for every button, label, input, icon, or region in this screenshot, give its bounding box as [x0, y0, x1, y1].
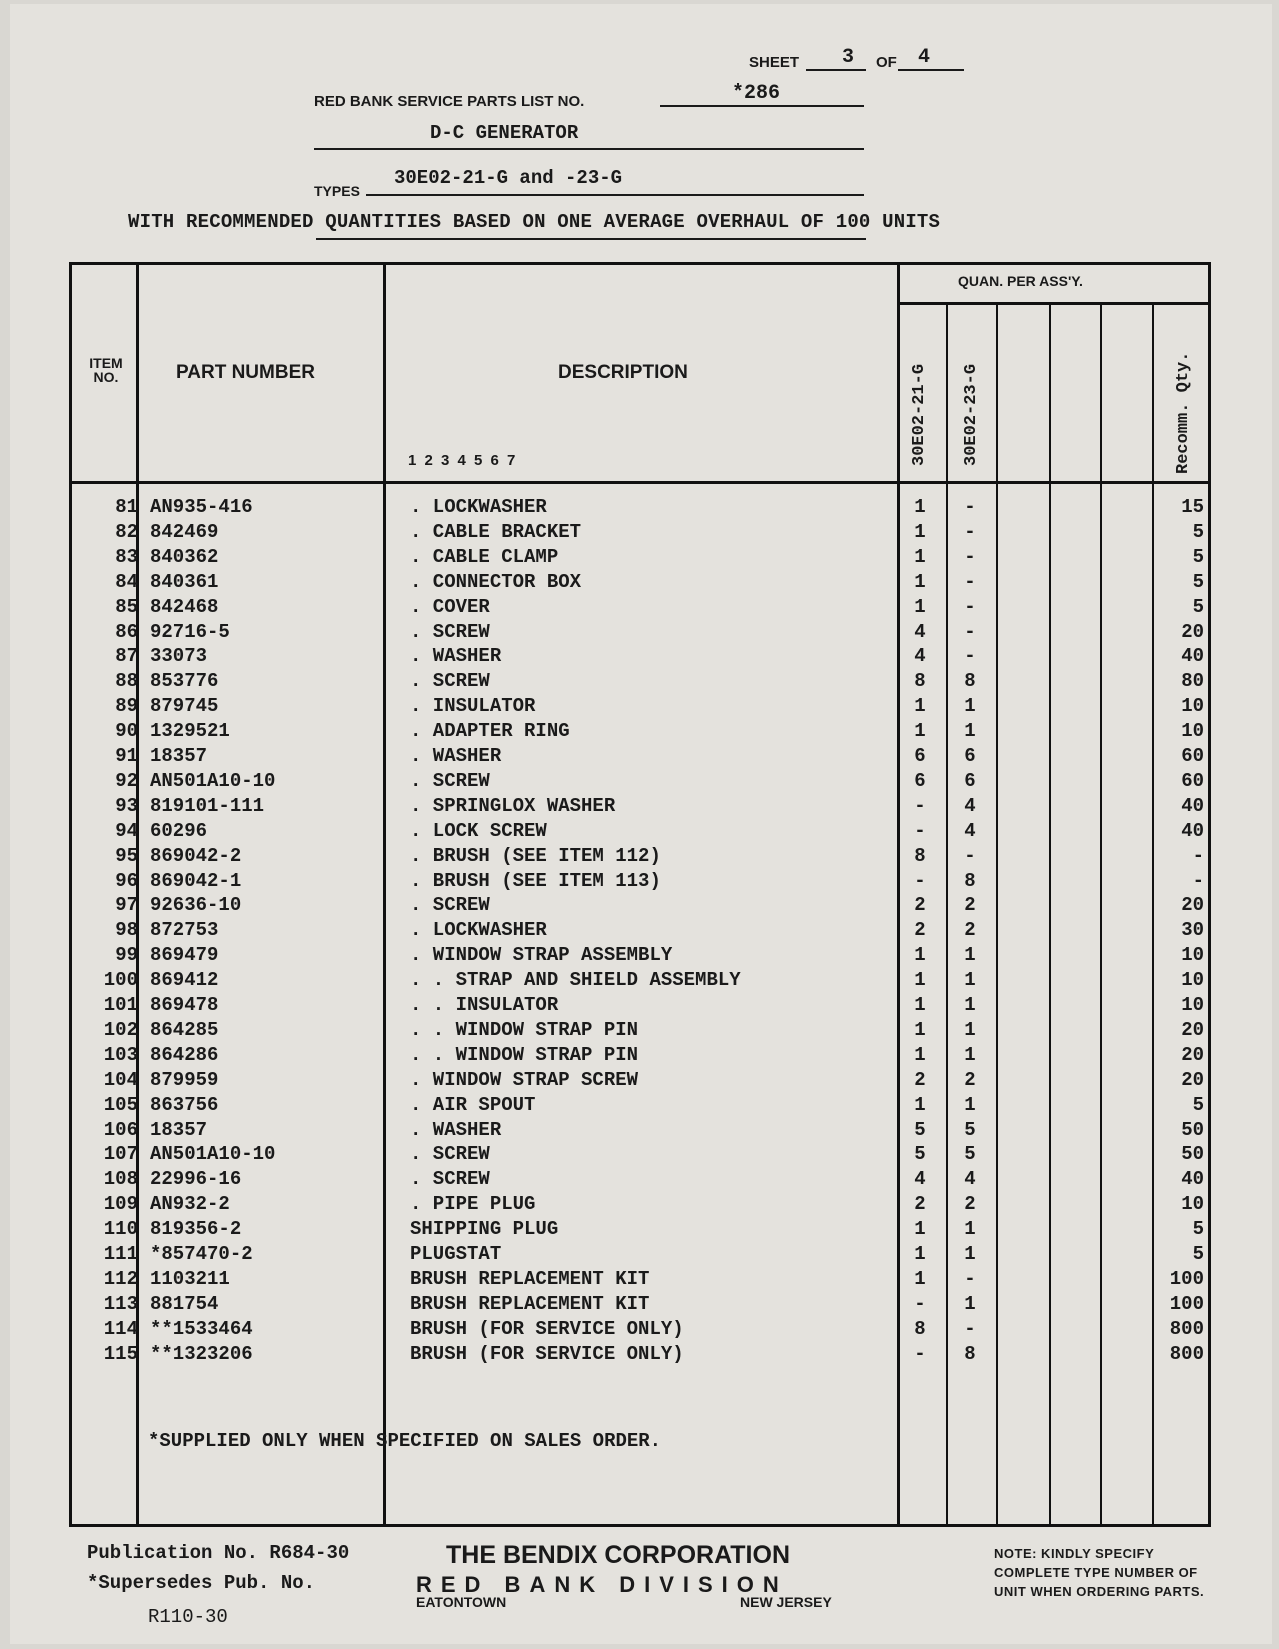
qty-21g: 1 [914, 994, 926, 1016]
recommended-qty: 5 [1192, 1218, 1204, 1241]
table-row [0, 645, 1279, 670]
qty-21g: 1 [914, 969, 926, 992]
recommended-qty: 10 [1181, 969, 1204, 992]
table-row [0, 1168, 1279, 1193]
part-number: *857470-2 [150, 1243, 253, 1265]
description: BRUSH REPLACEMENT KIT [410, 1292, 650, 1315]
description: BRUSH (FOR SERVICE ONLY) [410, 1342, 684, 1365]
item-number: 91 [115, 745, 138, 767]
part-number: 863756 [150, 1093, 219, 1116]
qty-21g: 6 [914, 769, 926, 792]
table-row [0, 894, 1279, 919]
description: . . WINDOW STRAP PIN [410, 1018, 639, 1041]
description: . ADAPTER RING [410, 720, 570, 743]
item-number: 105 [103, 1093, 138, 1116]
item-number: 106 [103, 1118, 138, 1141]
part-number: 18357 [150, 1118, 208, 1141]
qty-23g: 1 [964, 1243, 976, 1265]
recommended-qty: 20 [1181, 1043, 1204, 1066]
recommended-qty: 20 [1181, 1018, 1204, 1041]
table-row [0, 596, 1279, 621]
part-number: AN932-2 [150, 1193, 230, 1216]
table-row [0, 1343, 1279, 1368]
description: . SPRINGLOX WASHER [410, 794, 616, 817]
table-row [0, 670, 1279, 695]
qty-23g: 6 [964, 745, 976, 767]
part-number: 869412 [150, 969, 219, 992]
table-row [0, 944, 1279, 969]
company-name: THE BENDIX CORPORATION [446, 1541, 790, 1569]
sheet-underline [806, 69, 866, 71]
city-name: EATONTOWN [416, 1594, 507, 1610]
parts-list-label: RED BANK SERVICE PARTS LIST NO. [314, 93, 585, 110]
header-bottom-rule [69, 481, 1211, 484]
qty-21g: 4 [914, 1168, 926, 1191]
qty-21g: 2 [914, 894, 926, 917]
part-number: 1329521 [150, 720, 230, 743]
item-number: 111 [103, 1243, 138, 1265]
qty-23g: - [964, 844, 976, 867]
part-number: **1533464 [150, 1317, 253, 1340]
col-q1-header: 30E02-21-G [910, 363, 929, 466]
description: . LOCK SCREW [410, 819, 547, 842]
description: . WASHER [410, 645, 502, 668]
description: . WASHER [410, 745, 502, 767]
recommended-qty: - [1192, 869, 1204, 892]
table-row [0, 521, 1279, 546]
recommended-qty: 40 [1181, 819, 1204, 842]
sheet-number: 3 [842, 46, 855, 69]
qty-23g: 2 [964, 1068, 976, 1091]
qty-21g: 8 [914, 670, 926, 693]
recommended-qty: 5 [1192, 1243, 1204, 1265]
recommended-qty: 10 [1181, 1193, 1204, 1216]
qty-21g: 1 [914, 720, 926, 743]
qty-23g: - [964, 645, 976, 668]
part-number: 840361 [150, 570, 219, 593]
part-number: AN501A10-10 [150, 769, 276, 792]
table-row [0, 571, 1279, 596]
qty-21g: 1 [914, 1093, 926, 1116]
table-row [0, 1143, 1279, 1168]
item-number: 99 [115, 944, 138, 967]
qty-23g: 1 [964, 1292, 976, 1315]
indent-scale: 1 2 3 4 5 6 7 [408, 452, 518, 469]
part-number: 840362 [150, 545, 219, 568]
qty-23g: 6 [964, 769, 976, 792]
qty-21g: 1 [914, 1267, 926, 1290]
recommended-qty: 5 [1192, 595, 1204, 618]
part-number: 879745 [150, 695, 219, 718]
qty-23g: 1 [964, 1018, 976, 1041]
item-number: 109 [103, 1193, 138, 1216]
ordering-note: NOTE: KINDLY SPECIFY COMPLETE TYPE NUMBER OF UNIT WHEN ORDERING PARTS. [994, 1546, 1205, 1599]
qty-23g: - [964, 595, 976, 618]
col-part-header: PART NUMBER [176, 362, 315, 383]
qty-23g: - [964, 545, 976, 568]
qty-21g: 6 [914, 745, 926, 767]
part-number: 33073 [150, 645, 208, 668]
qty-21g: 1 [914, 1018, 926, 1041]
quan-header-rule [897, 302, 1211, 305]
sheet-label: SHEET [749, 54, 800, 71]
description: . WINDOW STRAP SCREW [410, 1068, 639, 1091]
table-row [0, 1268, 1279, 1293]
parts-list-number: *286 [732, 82, 781, 105]
table-row [0, 845, 1279, 870]
part-number: 1103211 [150, 1267, 230, 1290]
description: PLUGSTAT [410, 1243, 502, 1265]
qty-23g: 1 [964, 1093, 976, 1116]
division-name: RED BANK DIVISION [416, 1572, 788, 1597]
qty-21g: 1 [914, 595, 926, 618]
qty-21g: 5 [914, 1143, 926, 1166]
qty-23g: 1 [964, 1218, 976, 1241]
item-number: 88 [115, 670, 138, 693]
col-item-label: ITEM NO. [89, 355, 123, 385]
qty-21g: 4 [914, 645, 926, 668]
table-row [0, 745, 1279, 770]
qty-23g: 4 [964, 794, 976, 817]
of-label: OF [876, 54, 897, 71]
item-number: 107 [103, 1143, 138, 1166]
table-row [0, 546, 1279, 571]
description: . BRUSH (SEE ITEM 112) [410, 844, 661, 867]
table-row [0, 496, 1279, 521]
qty-23g: 4 [964, 1168, 976, 1191]
description: BRUSH REPLACEMENT KIT [410, 1267, 650, 1290]
item-number: 110 [103, 1218, 138, 1241]
item-number: 115 [103, 1342, 138, 1365]
part-number: 869042-1 [150, 869, 242, 892]
item-number: 96 [115, 869, 138, 892]
types-underline [366, 194, 864, 196]
part-number: 879959 [150, 1068, 219, 1091]
qty-21g: 8 [914, 1317, 926, 1340]
qty-23g: 1 [964, 969, 976, 992]
recommended-qty: 20 [1181, 620, 1204, 643]
description: . LOCKWASHER [410, 919, 547, 942]
recommended-qty: 20 [1181, 1068, 1204, 1091]
qty-21g: - [914, 819, 926, 842]
table-row [0, 1218, 1279, 1243]
recommended-qty: 10 [1181, 695, 1204, 718]
table-row [0, 1193, 1279, 1218]
part-number: AN501A10-10 [150, 1143, 276, 1166]
description: . . WINDOW STRAP PIN [410, 1043, 639, 1066]
recommended-qty: 15 [1181, 496, 1204, 518]
qty-21g: 2 [914, 1068, 926, 1091]
recommended-qty: 100 [1169, 1267, 1204, 1290]
part-number: 853776 [150, 670, 219, 693]
qty-21g: 1 [914, 496, 926, 518]
part-number: 92636-10 [150, 894, 242, 917]
recommended-qty: 40 [1181, 1168, 1204, 1191]
qty-21g: 1 [914, 545, 926, 568]
item-number: 104 [103, 1068, 138, 1091]
item-number: 112 [103, 1267, 138, 1290]
recommended-qty: 5 [1192, 545, 1204, 568]
qty-21g: 1 [914, 1043, 926, 1066]
description: BRUSH (FOR SERVICE ONLY) [410, 1317, 684, 1340]
description: . SCREW [410, 1168, 490, 1191]
recommended-qty: 60 [1181, 769, 1204, 792]
qty-23g: 5 [964, 1118, 976, 1141]
table-row [0, 695, 1279, 720]
description: . BRUSH (SEE ITEM 113) [410, 869, 661, 892]
item-number: 82 [115, 520, 138, 543]
item-number: 90 [115, 720, 138, 743]
part-number: 60296 [150, 819, 208, 842]
qty-23g: 1 [964, 994, 976, 1016]
description: . INSULATOR [410, 695, 536, 718]
description: SHIPPING PLUG [410, 1218, 559, 1241]
item-number: 87 [115, 645, 138, 668]
col-desc-header: DESCRIPTION [558, 362, 688, 383]
part-number: 881754 [150, 1292, 219, 1315]
part-number: 869478 [150, 994, 219, 1016]
recommended-qty: 40 [1181, 794, 1204, 817]
table-row [0, 919, 1279, 944]
item-number: 85 [115, 595, 138, 618]
description: . CABLE BRACKET [410, 520, 582, 543]
item-number: 95 [115, 844, 138, 867]
qty-21g: 1 [914, 695, 926, 718]
item-number: 100 [103, 969, 138, 992]
recommended-qty: 30 [1181, 919, 1204, 942]
item-number: 93 [115, 794, 138, 817]
description: . WINDOW STRAP ASSEMBLY [410, 944, 673, 967]
recommended-qty: 80 [1181, 670, 1204, 693]
qty-21g: 1 [914, 1243, 926, 1265]
qty-21g: - [914, 869, 926, 892]
qty-23g: - [964, 620, 976, 643]
recommended-qty: 5 [1192, 520, 1204, 543]
item-number: 98 [115, 919, 138, 942]
recommended-qty: 10 [1181, 720, 1204, 743]
table-row [0, 795, 1279, 820]
qty-23g: 1 [964, 944, 976, 967]
description: . SCREW [410, 894, 490, 917]
part-number: 819101-111 [150, 794, 265, 817]
col-q2-header: 30E02-23-G [962, 363, 981, 466]
description: . . STRAP AND SHIELD ASSEMBLY [410, 969, 741, 992]
table-row [0, 720, 1279, 745]
qty-21g: 1 [914, 570, 926, 593]
part-number: 864285 [150, 1018, 219, 1041]
description: . WASHER [410, 1118, 502, 1141]
recommended-qty: 800 [1169, 1317, 1204, 1340]
state-name: NEW JERSEY [740, 1594, 832, 1610]
part-number: 842469 [150, 520, 219, 543]
part-number: **1323206 [150, 1342, 253, 1365]
description: . SCREW [410, 670, 490, 693]
table-row [0, 621, 1279, 646]
qty-23g: 5 [964, 1143, 976, 1166]
item-number: 102 [103, 1018, 138, 1041]
part-number: 22996-16 [150, 1168, 242, 1191]
table-row [0, 1094, 1279, 1119]
description: . SCREW [410, 620, 490, 643]
qty-21g: 1 [914, 944, 926, 967]
supersedes-number: R110-30 [148, 1606, 228, 1628]
title-underline [314, 148, 864, 150]
qty-23g: 4 [964, 819, 976, 842]
recommended-qty: 800 [1169, 1342, 1204, 1365]
description: . . INSULATOR [410, 994, 559, 1016]
types-label: TYPES [314, 183, 360, 199]
recommended-qty: 10 [1181, 994, 1204, 1016]
description: . COVER [410, 595, 490, 618]
document-title: D-C GENERATOR [430, 122, 579, 144]
qty-23g: 2 [964, 894, 976, 917]
recommended-qty: 5 [1192, 1093, 1204, 1116]
item-number: 113 [103, 1292, 138, 1315]
qty-23g: - [964, 1267, 976, 1290]
qty-23g: 8 [964, 1342, 976, 1365]
description: . SCREW [410, 769, 490, 792]
table-row [0, 969, 1279, 994]
recommended-qty: 100 [1169, 1292, 1204, 1315]
table-row [0, 1019, 1279, 1044]
qty-21g: 4 [914, 620, 926, 643]
qty-23g: 8 [964, 670, 976, 693]
table-row [0, 1044, 1279, 1069]
qty-23g: 2 [964, 1193, 976, 1216]
description: . SCREW [410, 1143, 490, 1166]
recommended-qty: 50 [1181, 1118, 1204, 1141]
types-value: 30E02-21-G and -23-G [394, 167, 623, 189]
qty-21g: 1 [914, 520, 926, 543]
recommended-qty: 50 [1181, 1143, 1204, 1166]
recommended-qty: 10 [1181, 944, 1204, 967]
qty-21g: - [914, 794, 926, 817]
part-number: 869479 [150, 944, 219, 967]
part-number: 864286 [150, 1043, 219, 1066]
item-number: 86 [115, 620, 138, 643]
publication-number: Publication No. R684-30 [87, 1542, 350, 1564]
qty-21g: 2 [914, 1193, 926, 1216]
quan-header: QUAN. PER ASS'Y. [958, 273, 1083, 289]
qty-21g: - [914, 1342, 926, 1365]
part-number: 92716-5 [150, 620, 230, 643]
item-number: 81 [115, 496, 138, 518]
footnote: *SUPPLIED ONLY WHEN SPECIFIED ON SALES ORDER. [148, 1430, 662, 1452]
recommended-qty: 40 [1181, 645, 1204, 668]
recommended-qty: - [1192, 844, 1204, 867]
part-number: 872753 [150, 919, 219, 942]
qty-21g: - [914, 1292, 926, 1315]
part-number: 842468 [150, 595, 219, 618]
table-row [0, 1318, 1279, 1343]
qty-21g: 2 [914, 919, 926, 942]
qty-23g: 1 [964, 720, 976, 743]
item-number: 89 [115, 695, 138, 718]
qty-23g: - [964, 570, 976, 593]
sheet-total: 4 [918, 46, 931, 69]
part-number: AN935-416 [150, 496, 253, 518]
item-number: 92 [115, 769, 138, 792]
table-row [0, 870, 1279, 895]
description: . CABLE CLAMP [410, 545, 559, 568]
description: . AIR SPOUT [410, 1093, 536, 1116]
item-number: 97 [115, 894, 138, 917]
list-no-underline [660, 105, 864, 107]
sheet-total-underline [898, 69, 964, 71]
part-number: 869042-2 [150, 844, 242, 867]
subtitle-underline [316, 238, 866, 240]
recommended-qty: 5 [1192, 570, 1204, 593]
table-row [0, 1119, 1279, 1144]
item-number: 108 [103, 1168, 138, 1191]
subtitle: WITH RECOMMENDED QUANTITIES BASED ON ONE AVERAGE OVERHAUL OF 100 UNITS [128, 211, 941, 233]
col-item-header [78, 356, 134, 384]
qty-21g: 1 [914, 1218, 926, 1241]
item-number: 101 [103, 994, 138, 1016]
description: . CONNECTOR BOX [410, 570, 582, 593]
table-row [0, 770, 1279, 795]
table-row [0, 994, 1279, 1019]
description: . PIPE PLUG [410, 1193, 536, 1216]
qty-23g: 8 [964, 869, 976, 892]
table-row [0, 1069, 1279, 1094]
item-number: 103 [103, 1043, 138, 1066]
qty-23g: - [964, 1317, 976, 1340]
item-number: 83 [115, 545, 138, 568]
qty-23g: 2 [964, 919, 976, 942]
qty-23g: 1 [964, 1043, 976, 1066]
item-number: 84 [115, 570, 138, 593]
item-number: 114 [103, 1317, 138, 1340]
recommended-qty: 20 [1181, 894, 1204, 917]
qty-23g: - [964, 520, 976, 543]
qty-21g: 8 [914, 844, 926, 867]
qty-23g: - [964, 496, 976, 518]
qty-23g: 1 [964, 695, 976, 718]
table-row [0, 1293, 1279, 1318]
description: . LOCKWASHER [410, 496, 547, 518]
supersedes-label: *Supersedes Pub. No. [87, 1572, 316, 1594]
table-row [0, 820, 1279, 845]
part-number: 18357 [150, 745, 208, 767]
item-number: 94 [115, 819, 138, 842]
part-number: 819356-2 [150, 1218, 242, 1241]
recommended-qty: 60 [1181, 745, 1204, 767]
table-row [0, 1243, 1279, 1268]
col-rec-header: Recomm. Qty. [1174, 351, 1193, 474]
qty-21g: 5 [914, 1118, 926, 1141]
